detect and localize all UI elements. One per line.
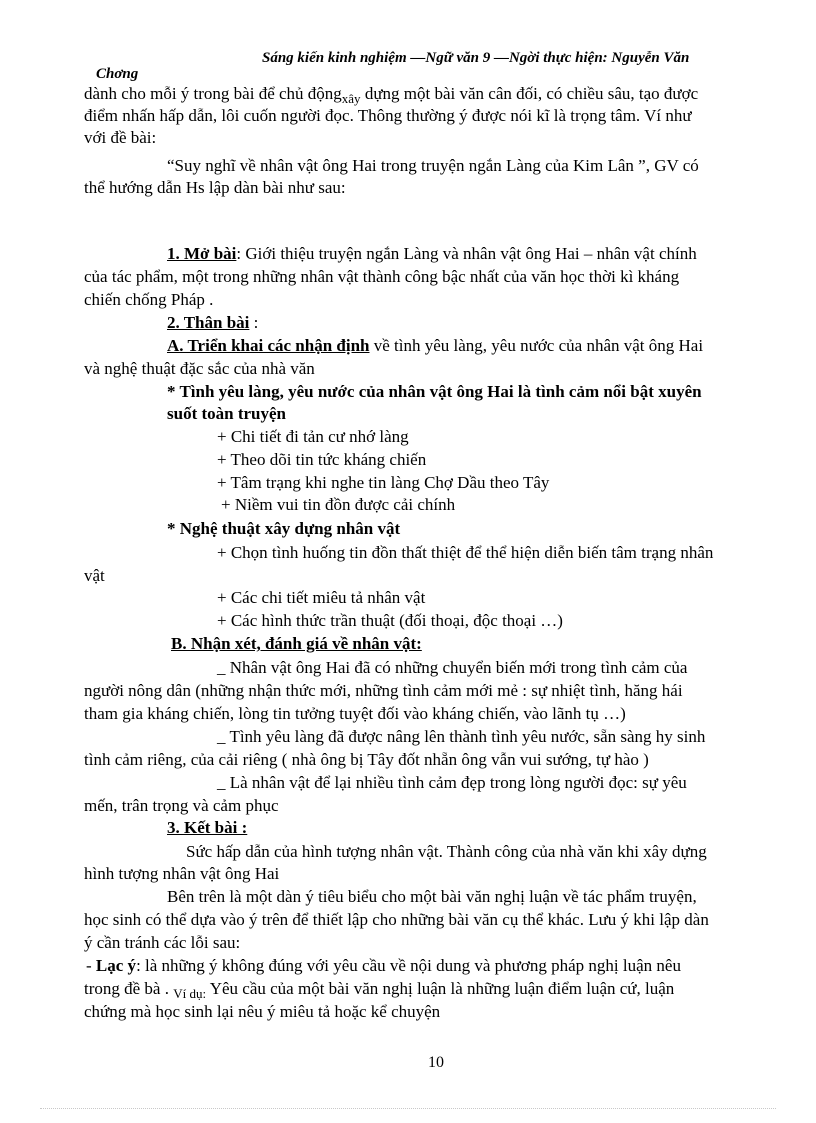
section-b-heading: B. Nhận xét, đánh giá về nhân vật: — [171, 634, 422, 653]
closing-line-1: Bên trên là một dàn ý tiêu biểu cho một bài văn nghị luận về tác phẩm truyện, — [167, 887, 697, 906]
list-item: + Tâm trạng khi nghe tin làng Chợ Dầu theo Tây — [217, 473, 550, 492]
art-heading: * Nghệ thuật xây dựng nhân vật — [167, 519, 401, 538]
lac-y-line: - Lạc ý: là những ý không đúng với yêu cầu về nội dung và phương pháp nghị luận nêu — [86, 956, 681, 975]
closing-line-3: ý cần tránh các lỗi sau: — [84, 933, 241, 952]
than-bai-line: 2. Thân bài : — [167, 313, 259, 332]
love-heading-line-2: suốt toàn truyện — [167, 404, 287, 423]
list-item: + Niềm vui tin đồn được cải chính — [221, 495, 456, 514]
list-item: + Chọn tình huống tin đồn thất thiệt để thể hiện diễn biến tâm trạng nhân — [217, 543, 714, 562]
list-item: + Theo dõi tin tức kháng chiến — [217, 450, 427, 469]
mo-bai-heading: 1. Mở bài — [167, 244, 237, 263]
section-b-paragraph-3-line-1: _ Là nhân vật để lại nhiều tình cảm đẹp trong lòng người đọc: sự yêu — [217, 773, 687, 792]
mo-bai-line-2: của tác phẩm, một trong những nhân vật thành công bậc nhất của văn học thời kì kháng — [84, 267, 680, 286]
list-item: + Các hình thức trần thuật (đối thoại, độc thoại …) — [217, 611, 563, 630]
section-b-paragraph-1-line-1: _ Nhân vật ông Hai đã có những chuyển biến mới trong tình cảm của — [217, 658, 688, 677]
ket-bai-line-2: hình tượng nhân vật ông Hai — [84, 864, 280, 883]
intro-line-2: điểm nhấn hấp dẫn, lôi cuốn người đọc. Thông thường ý được nói kĩ là trọng tâm. Ví như — [84, 106, 692, 125]
running-header-continued: Chơng — [96, 66, 139, 82]
list-item: + Chi tiết đi tản cư nhớ làng — [217, 427, 409, 446]
ket-bai-heading: 3. Kết bài : — [167, 818, 248, 837]
mo-bai-line-1: 1. Mở bài: Giới thiệu truyện ngắn Làng và nhân vật ông Hai – nhân vật chính — [167, 244, 697, 263]
section-b-paragraph-1-line-2: người nông dân (những nhận thức mới, những tình cảm mới mẻ : sự nhiệt tình, hăng hái — [84, 681, 683, 700]
ket-bai-line-1: Sức hấp dẫn của hình tượng nhân vật. Thành công của nhà văn khi xây dựng — [186, 842, 707, 861]
prompt-line-2: thể hướng dẫn Hs lập dàn bài như sau: — [84, 178, 346, 197]
closing-line-2: học sinh có thể dựa vào ý trên để thiết lập cho những bài văn cụ thể khác. Lưu ý khi lập dàn — [84, 910, 709, 929]
section-b-paragraph-2-line-2: tình cảm riêng, của cải riêng ( nhà ông bị Tây đốt nhẵn ông vẫn vui sướng, tự hào ) — [84, 750, 649, 769]
section-b-paragraph-3-line-2: mến, trân trọng và cảm phục — [84, 796, 279, 815]
example-line: trong đề bà . $_{Ví dụ:}$ Yêu cầu của một bài văn nghị luận là những luận điểm luận cứ, luận — [84, 979, 675, 1001]
example-line-2: chứng mà học sinh lại nêu ý miêu tả hoặc kể chuyện — [84, 1002, 441, 1021]
prompt-line-1: “Suy nghĩ về nhân vật ông Hai trong truyện ngắn Làng của Kim Lân ”, GV có — [167, 156, 699, 175]
section-b-paragraph-1-line-3: tham gia kháng chiến, lòng tin tưởng tuyệt đối vào kháng chiến, vào lãnh tụ …) — [84, 704, 626, 723]
intro-line-3: với đề bài: — [84, 128, 157, 147]
running-header: Sáng kiến kinh nghiệm —Ngữ văn 9 —Ngời thực hiện: Nguyễn Văn — [262, 50, 690, 66]
section-a-heading: A. Triển khai các nhận định — [167, 336, 370, 355]
list-item: + Các chi tiết miêu tả nhân vật — [217, 588, 426, 607]
section-a-line-2: và nghệ thuật đặc sắc của nhà văn — [84, 359, 315, 378]
list-item-continued: vật — [84, 566, 105, 585]
than-bai-heading: 2. Thân bài — [167, 313, 250, 332]
mo-bai-line-3: chiến chống Pháp . — [84, 290, 214, 309]
section-a-line-1: A. Triển khai các nhận định về tình yêu làng, yêu nước của nhân vật ông Hai — [167, 336, 704, 355]
lac-y-term: Lạc ý — [95, 956, 137, 975]
section-b-paragraph-2-line-1: _ Tình yêu làng đã được nâng lên thành tình yêu nước, sẵn sàng hy sinh — [217, 727, 706, 746]
love-heading-line-1: * Tình yêu làng, yêu nước của nhân vật ông Hai là tình cảm nổi bật xuyên — [167, 382, 702, 401]
page-number: 10 — [428, 1054, 444, 1071]
intro-line-1: dành cho mỗi ý trong bài để chủ động$_{xây}$ dựng một bài văn cân đối, có chiều sâu, tạo được — [84, 84, 699, 106]
page-footer-divider — [40, 1108, 776, 1109]
